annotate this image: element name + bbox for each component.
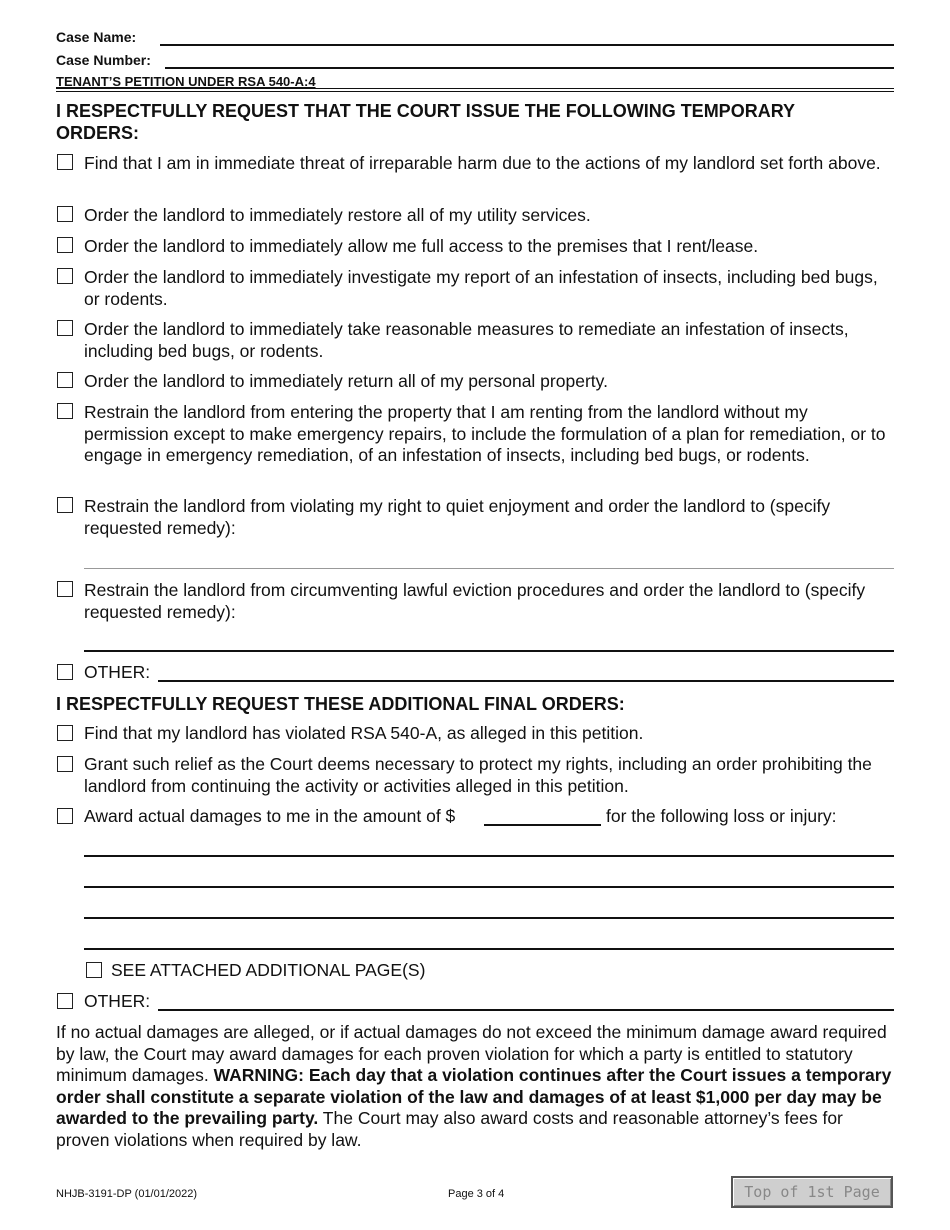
see-attached-label: SEE ATTACHED ADDITIONAL PAGE(S) [111,960,426,980]
temporary-other-field[interactable] [158,680,894,682]
case-name-label: Case Name: [56,29,137,45]
temporary-item-checkbox[interactable] [57,372,73,388]
damages-amount-field[interactable] [484,824,601,826]
final-item-label: Find that my landlord has violated RSA 540-A, as alleged in this petition. [84,723,644,743]
temporary-item-checkbox[interactable] [57,237,73,253]
loss-line[interactable] [84,917,894,919]
see-attached-checkbox[interactable] [86,962,102,978]
final-item-checkbox[interactable] [57,756,73,772]
loss-line[interactable] [84,855,894,857]
top-of-first-page-button[interactable]: Top of 1st Page [731,1176,893,1208]
case-number-field[interactable] [165,67,894,69]
notice-text: The Court may also award costs and reasonable attorney’s fees for proven violations when required by law. [56,1108,843,1150]
damages-notice [56,1022,896,1151]
temporary-item-checkbox[interactable] [57,497,73,513]
temporary-item-label: Find that I am in immediate threat of irreparable harm due to the actions of my landlord set forth above. [84,153,881,173]
header-divider [56,91,894,92]
final-item-label: Grant such relief as the Court deems necessary to protect my rights, including an order prohibiting the landlord from continuing the activity or activities alleged in this petition. [84,754,872,796]
case-number-label: Case Number: [56,52,151,68]
temporary-item-label: Restrain the landlord from circumventing lawful eviction procedures and order the landlord to (specify requested remedy): [84,580,866,622]
temporary-item-checkbox[interactable] [57,581,73,597]
notice-text: If no actual damages are alleged, or if actual damages do not exceed the minimum damage award required by law, the Court may award damages for each proven violation for which a party is entitled to statutory minimum damages. [56,1022,887,1085]
header-divider [56,88,894,89]
remedy-line[interactable] [84,568,894,569]
loss-line[interactable] [84,886,894,888]
temporary-item-checkbox[interactable] [57,403,73,419]
temporary-item-label: Order the landlord to immediately investigate my report of an infestation of insects, including bed bugs, or rodents. [84,267,878,309]
final-other-field[interactable] [158,1009,894,1011]
loss-line[interactable] [84,948,894,950]
temporary-item-label: Order the landlord to immediately restore all of my utility services. [84,205,591,225]
damages-suffix: for the following loss or injury: [606,806,837,826]
page-number: Page 3 of 4 [448,1188,505,1200]
remedy-line[interactable] [84,650,894,652]
final-other-checkbox[interactable] [57,993,73,1009]
temporary-item-checkbox[interactable] [57,154,73,170]
final-orders-heading: I RESPECTFULLY REQUEST THESE ADDITIONAL FINAL ORDERS: [56,694,625,714]
temporary-item-checkbox[interactable] [57,320,73,336]
temporary-other-label: OTHER: [84,662,151,682]
final-other-label: OTHER: [84,991,151,1011]
temporary-item-checkbox[interactable] [57,268,73,284]
damages-prefix: Award actual damages to me in the amount of $ [84,806,456,826]
temporary-other-checkbox[interactable] [57,664,73,680]
temporary-item-label: Order the landlord to immediately return all of my personal property. [84,371,608,391]
final-item-checkbox[interactable] [57,725,73,741]
petition-title: TENANT’S PETITION UNDER RSA 540-A:4 [56,74,316,89]
notice-warning: WARNING: Each day that a violation continues after the Court issues a temporary order shall constitute a separate violation of the law and damages of at least $1,000 per day may be awarded to the prevailing party. [56,1065,892,1128]
temporary-item-label: Order the landlord to immediately take reasonable measures to remediate an infestation of insects, including bed bugs, or rodents. [84,319,849,361]
temporary-item-checkbox[interactable] [57,206,73,222]
temporary-item-label: Order the landlord to immediately allow me full access to the premises that I rent/lease. [84,236,759,256]
damages-checkbox[interactable] [57,808,73,824]
temporary-item-label: Restrain the landlord from violating my right to quiet enjoyment and order the landlord to (specify requested remedy): [84,496,831,538]
case-name-field[interactable] [160,44,894,46]
temporary-item-label: Restrain the landlord from entering the property that I am renting from the landlord without my permission except to make emergency repairs, to include the formulation of a plan for remediation, or to engage in emergency remediation, of an infestation of insects, including bed bugs, or rodents. [84,402,886,465]
form-id: NHJB-3191-DP (01/01/2022) [56,1188,198,1200]
temporary-orders-heading: I RESPECTFULLY REQUEST THAT THE COURT ISSUE THE FOLLOWING TEMPORARY ORDERS: [56,101,795,143]
